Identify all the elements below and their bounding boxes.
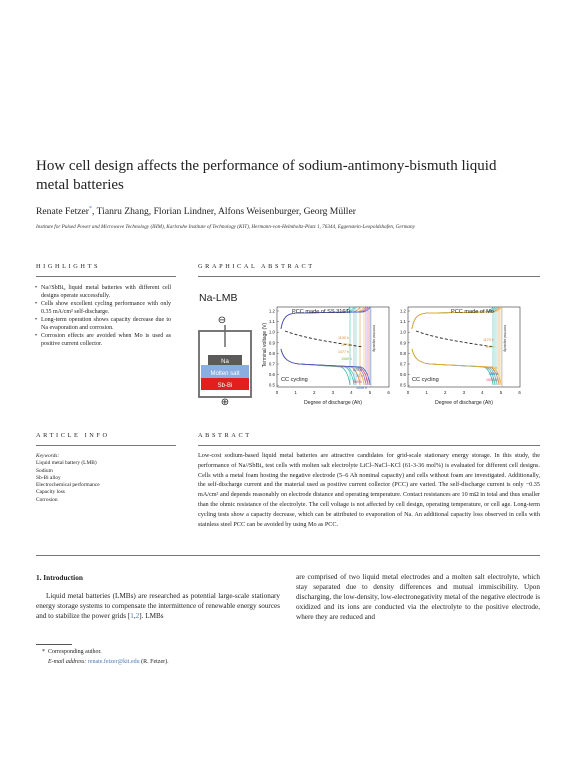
x-tick-label: 1 [294, 390, 297, 395]
hour-label: 840 h [486, 345, 495, 349]
author-name[interactable]: Florian Lindner [153, 206, 214, 218]
molten-salt-label: Molten salt [210, 371, 240, 377]
keyword: Sb-Bi alloy [36, 474, 61, 481]
cell-title: Na-LMB [199, 292, 238, 304]
y-tick-label: 0.9 [268, 340, 275, 346]
article-info-rule [36, 445, 176, 446]
left-cycling-label: CC cycling [281, 377, 308, 383]
highlights-heading: HIGHLIGHTS [36, 263, 101, 270]
paper-title: How cell design affects the performance of sodium-antimony-bismuth liquid metal batteries [36, 158, 497, 193]
right-panel-title: PCC made of Mo [451, 309, 494, 315]
y-tick-label: 1.0 [268, 329, 275, 335]
y-tick-label: 1.2 [399, 308, 406, 314]
y-tick-label: 1.0 [399, 329, 406, 335]
hour-label: 1477 h [338, 350, 349, 354]
section-divider [36, 555, 540, 556]
x-tick-label: 5 [368, 390, 372, 395]
y-axis-label: Terminal voltage (V) [262, 322, 268, 368]
graphical-abstract-rule [198, 276, 540, 277]
abstract-text: Low-cost sodium-based liquid metal batteries are attractive candidates for grid-scale stationary energy storage. In this study, the performance of Na//SbBi₉ test cells with molten salt electrolyte LiCl–NaCl–KCl (61-3-36 mol%) is evaluated for different cell designs. Cells with a metal foam hosting the negative electrode (5–6 Ah nominal capacity) and cells without foam are investigated. Additionally, the self-discharge current and the material used as positive current collector (PCC) are varied. The self-discharge current is only −0.35 mA/cm² and depends reasonably on electrode distance and operating temperature. Contact resistances are 10 mΩ in total and thus smaller than the ohmic resistance of the electrolyte. The cell voltage is not affected by cell design, operating temperature, or cell age. Long-term cycling tests show a capacity decrease, which can be attributed to evaporation of Na. An additional capacity loss observed in cells with stainless steel PCC can be avoided by using Mo as PCC. [198, 452, 540, 528]
hour-label: 1585 h [341, 357, 352, 361]
footnote-corresponding [42, 649, 102, 655]
highlights-list [36, 285, 171, 349]
footnote-mark: * [42, 649, 45, 655]
email-label: E-mail address: [48, 659, 87, 665]
author-name[interactable]: Georg Müller [303, 206, 356, 218]
highlights-rule [36, 276, 176, 277]
author-name[interactable]: Alfons Weisenburger [217, 206, 299, 218]
y-tick-label: 1.2 [268, 308, 275, 314]
y-tick-label: 1.1 [268, 319, 275, 325]
footnote-email [48, 659, 169, 665]
keyword: Sodium [36, 467, 53, 474]
author-name[interactable]: Tianru Zhang [96, 206, 149, 218]
nominal-capacity-label-left: nominal capacity [372, 325, 376, 352]
x-tick-label: 4 [350, 390, 353, 395]
x-tick-label: 0 [275, 390, 279, 395]
left-panel-title: PCC made of SS 316Ti [292, 309, 350, 315]
corresponding-author-mark[interactable]: * [89, 206, 93, 212]
hour-label: 1130 h [338, 336, 349, 340]
na-label: Na [221, 359, 229, 365]
sbbi-label: Sb-Bi [217, 383, 233, 389]
highlight-item: • Corrosion effects are avoided when Mo is used as positive current collector. [36, 333, 171, 349]
hour-label: 1270 h [341, 343, 352, 347]
abstract-heading: ABSTRACT [198, 432, 252, 439]
x-tick-label: 2 [312, 390, 316, 395]
x-tick-label: 6 [387, 390, 390, 395]
highlight-item: • Cells show excellent cycling performance with only 0.35 mA/cm² self-discharge. [36, 301, 171, 317]
keyword: Electrochemical performance [36, 482, 100, 489]
citation-link[interactable]: 2 [135, 611, 140, 620]
x-tick-label: 2 [443, 390, 447, 395]
introduction-heading: 1. Introduction [36, 573, 83, 582]
citation-link[interactable]: 1 [130, 611, 134, 620]
x-tick-label: 3 [462, 390, 466, 395]
minus-terminal-icon: ⊖ [217, 315, 227, 326]
abstract-rule [198, 445, 540, 446]
y-tick-label: 0.6 [399, 372, 406, 378]
introduction-paragraph-2: are comprised of two liquid metal electrodes and a molten salt electrolyte, which stay separated due to density differences and mutual immiscibility. Upon discharging, the low-density, low-electronegativity metal of the negative electrode is oxidized and its ions are conducted via the electrolyte to the positive electrode, where they are reduced and [296, 573, 540, 621]
x-axis-label-left: Degree of discharge (Ah) [304, 400, 362, 406]
right-cycling-label: CC cycling [412, 377, 439, 383]
email-link[interactable]: renate.fetzer@kit.edu [87, 659, 140, 665]
hour-label: 360 h [489, 372, 498, 376]
hour-label: 1050 h [356, 386, 367, 390]
article-info-heading: ARTICLE INFO [36, 432, 110, 439]
y-tick-label: 0.7 [268, 361, 275, 367]
right-plot-panel [400, 307, 521, 395]
hour-label: 1170 h [483, 338, 494, 342]
keyword: Corrosion [36, 496, 58, 503]
keywords-block [36, 453, 100, 504]
intro-text: Liquid metal batteries (LMBs) are researched as potential large-scale stationary energy storage systems to compensate the intermittence of renewable energy sources and to stabilize the power grids [ [36, 592, 280, 620]
y-tick-label: 0.8 [399, 350, 406, 356]
graphical-abstract-figure [196, 285, 546, 407]
hour-label: 1170 h [486, 366, 497, 370]
highlight-item: • Na//SbBi₉ liquid metal batteries with different cell designs operate successfully. [36, 285, 171, 301]
y-tick-label: 0.5 [268, 382, 275, 388]
footnote-rule [36, 644, 72, 645]
keyword: Liquid metal battery (LMB) [36, 460, 97, 467]
introduction-paragraph-1 [36, 592, 280, 622]
hour-label: 470 h [353, 368, 362, 372]
keywords-label: Keywords: [36, 453, 60, 459]
keyword: Capacity loss [36, 489, 65, 496]
x-tick-label: 6 [518, 390, 521, 395]
left-plot-panel [269, 307, 390, 395]
plus-terminal-icon: ⊕ [220, 397, 230, 407]
y-tick-label: 1.1 [399, 319, 406, 325]
email-suffix: (R. Fetzer). [141, 659, 169, 665]
highlight-item: • Long-term operation shows capacity decrease due to Na evaporation and corrosion. [36, 317, 171, 333]
hour-label: 960 h [353, 380, 362, 384]
nominal-capacity-label-right: nominal capacity [503, 325, 507, 352]
y-tick-label: 0.6 [268, 372, 275, 378]
x-axis-label-right: Degree of discharge (Ah) [435, 400, 493, 406]
x-tick-label: 3 [331, 390, 335, 395]
citation-separator: , [133, 611, 136, 620]
x-tick-label: 1 [425, 390, 428, 395]
y-tick-label: 0.9 [399, 340, 406, 346]
hour-label: 1000 h [486, 378, 497, 382]
hour-label: 30 h [356, 374, 363, 378]
x-tick-label: 5 [499, 390, 503, 395]
intro-text: ]. LMBs [139, 611, 164, 620]
corresponding-author-note: Corresponding author. [48, 649, 102, 655]
author-list: Renate Fetzer*, Tianru Zhang, Florian Lindner, Alfons Weisenburger, Georg Müller [36, 206, 356, 218]
graphical-abstract-heading: GRAPHICAL ABSTRACT [198, 263, 315, 270]
affiliation: Institute for Pulsed Power and Microwave Technology (IHM), Karlsruhe Institute of Technology (KIT), Hermann-von-Helmholtz-Platz 1, 76344, Eggenstein-Leopoldshafen, Germany [36, 224, 415, 230]
y-tick-label: 0.7 [399, 361, 406, 367]
author-name[interactable]: Renate Fetzer [36, 206, 90, 218]
y-tick-label: 0.8 [268, 350, 275, 356]
y-tick-label: 0.5 [399, 382, 406, 388]
x-tick-label: 0 [406, 390, 410, 395]
x-tick-label: 4 [481, 390, 484, 395]
